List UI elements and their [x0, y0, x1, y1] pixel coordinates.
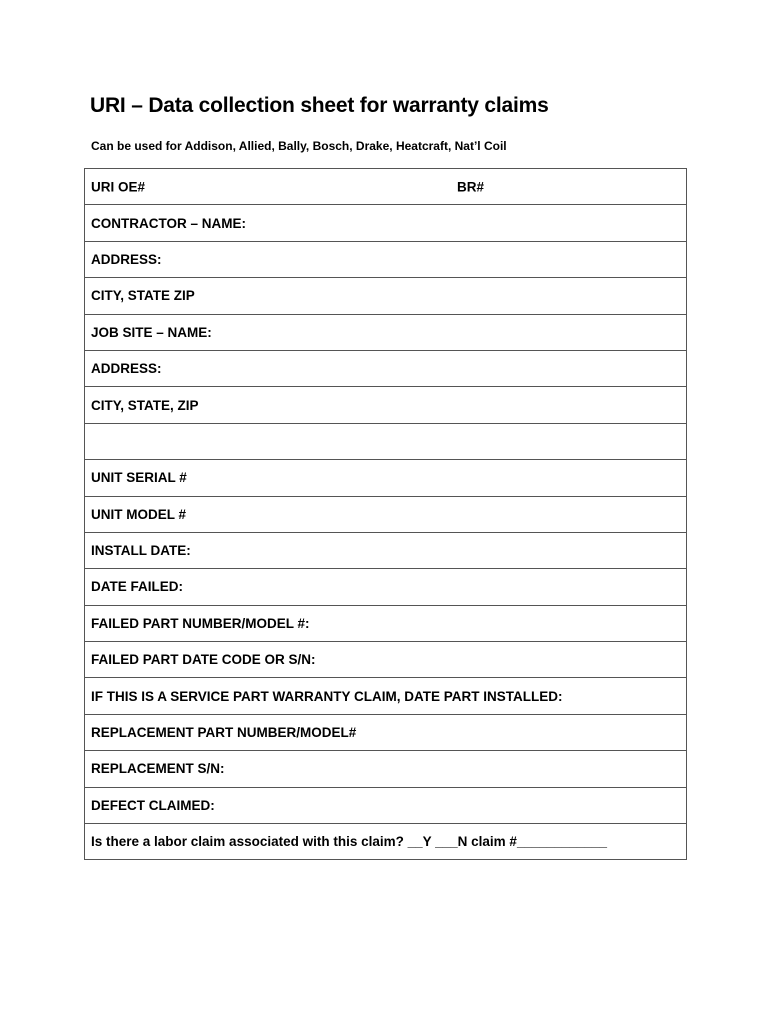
form-row-contractor-name — [85, 205, 687, 241]
labor-claim-field[interactable]: Is there a labor claim associated with this claim? __Y ___N claim #____________ — [85, 824, 687, 860]
replacement-sn-field[interactable]: REPLACEMENT S/N: — [85, 751, 687, 787]
failed-part-number-field[interactable]: FAILED PART NUMBER/MODEL #: — [85, 605, 687, 641]
page-title: URI – Data collection sheet for warranty claims — [90, 94, 549, 117]
failed-part-date-code-field[interactable]: FAILED PART DATE CODE OR S/N: — [85, 642, 687, 678]
form-row-failed-part-date-code — [85, 642, 687, 678]
form-row-uri-oe — [85, 169, 687, 205]
install-date-field[interactable]: INSTALL DATE: — [85, 532, 687, 568]
job-site-address-field[interactable]: ADDRESS: — [85, 350, 687, 386]
service-part-claim-field[interactable]: IF THIS IS A SERVICE PART WARRANTY CLAIM, DATE PART INSTALLED: — [85, 678, 687, 714]
contractor-city-field[interactable]: CITY, STATE ZIP — [85, 278, 687, 314]
unit-serial-field[interactable]: UNIT SERIAL # — [85, 460, 687, 496]
job-site-city-field[interactable]: CITY, STATE, ZIP — [85, 387, 687, 423]
job-site-name-field[interactable]: JOB SITE – NAME: — [85, 314, 687, 350]
form-row-unit-serial — [85, 460, 687, 496]
replacement-part-number-field[interactable]: REPLACEMENT PART NUMBER/MODEL# — [85, 714, 687, 750]
form-row-job-site-address — [85, 350, 687, 386]
form-row-job-site-name — [85, 314, 687, 350]
form-row-contractor-city — [85, 278, 687, 314]
form-row-unit-model — [85, 496, 687, 532]
warranty-form-table — [84, 168, 687, 860]
uri-oe-field[interactable] — [85, 169, 687, 205]
form-row-contractor-address — [85, 241, 687, 277]
page-subtitle: Can be used for Addison, Allied, Bally, Bosch, Drake, Heatcraft, Nat’l Coil — [91, 139, 507, 153]
br-label: BR# — [457, 179, 485, 195]
form-row-service-part-claim — [85, 678, 687, 714]
form-row-date-failed — [85, 569, 687, 605]
uri-oe-label: URI OE# — [91, 179, 146, 195]
form-row-job-site-city — [85, 387, 687, 423]
contractor-address-field[interactable]: ADDRESS: — [85, 241, 687, 277]
date-failed-field[interactable]: DATE FAILED: — [85, 569, 687, 605]
form-row-failed-part-number — [85, 605, 687, 641]
form-row-install-date — [85, 532, 687, 568]
form-row-labor-claim — [85, 824, 687, 860]
form-row-replacement-sn — [85, 751, 687, 787]
contractor-name-field[interactable]: CONTRACTOR – NAME: — [85, 205, 687, 241]
form-row-blank — [85, 423, 687, 459]
defect-claimed-field[interactable]: DEFECT CLAIMED: — [85, 787, 687, 823]
form-row-replacement-part-number — [85, 714, 687, 750]
blank-field[interactable] — [85, 423, 687, 459]
unit-model-field[interactable]: UNIT MODEL # — [85, 496, 687, 532]
form-row-defect-claimed — [85, 787, 687, 823]
